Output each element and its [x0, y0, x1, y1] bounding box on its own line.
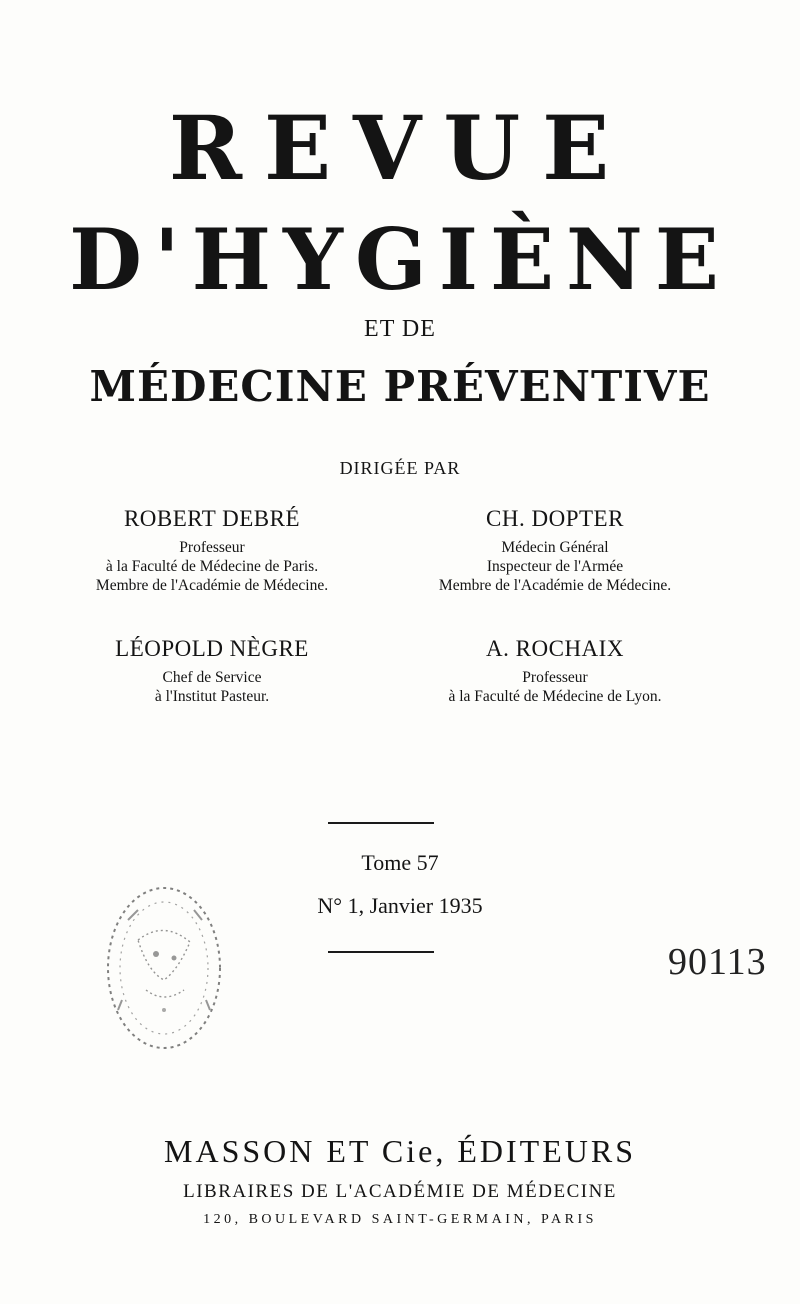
publisher-subtitle: LIBRAIRES DE L'ACADÉMIE DE MÉDECINE — [183, 1181, 617, 1202]
editor-debre — [22, 506, 402, 595]
editor-membership: Membre de l'Académie de Médecine. — [438, 577, 672, 594]
journal-title-revue: REVUE — [168, 96, 632, 200]
journal-title-hygiene: D'HYGIÈNE — [69, 210, 731, 309]
divider-bottom — [328, 951, 434, 953]
editor-title: Médecin Général — [501, 539, 609, 556]
editor-title: Chef de Service — [162, 669, 262, 686]
editor-negre — [22, 636, 402, 706]
editor-affiliation: à la Faculté de Médecine de Lyon. — [448, 688, 662, 705]
title-connector: ET DE — [364, 316, 436, 342]
divider-top — [328, 822, 434, 824]
editor-rochaix — [365, 636, 745, 706]
editor-dopter — [365, 506, 745, 595]
editor-name: A. ROCHAIX — [486, 636, 624, 661]
editor-affiliation: Inspecteur de l'Armée — [486, 558, 624, 575]
publisher-name: MASSON ET Cie, ÉDITEURS — [164, 1133, 636, 1169]
editor-name: CH. DOPTER — [486, 506, 624, 531]
editor-affiliation: à l'Institut Pasteur. — [154, 688, 270, 705]
editor-name: LÉOPOLD NÈGRE — [115, 636, 309, 661]
editor-affiliation: à la Faculté de Médecine de Paris. — [105, 558, 319, 575]
editor-membership: Membre de l'Académie de Médecine. — [95, 577, 329, 594]
journal-title-medecine: MÉDECINE PRÉVENTIVE — [89, 362, 711, 411]
shelfmark-number: 90113 — [668, 941, 767, 983]
publisher-address: 120, BOULEVARD SAINT-GERMAIN, PARIS — [203, 1212, 597, 1227]
issue-number: N° 1, Janvier 1935 — [317, 893, 483, 918]
directed-by-label: DIRIGÉE PAR — [339, 458, 461, 478]
editor-title: Professeur — [522, 669, 588, 686]
library-stamp-icon — [98, 880, 233, 1060]
editor-title: Professeur — [179, 539, 245, 556]
issue-tome: Tome 57 — [361, 850, 439, 875]
editor-name: ROBERT DEBRÉ — [123, 506, 301, 531]
